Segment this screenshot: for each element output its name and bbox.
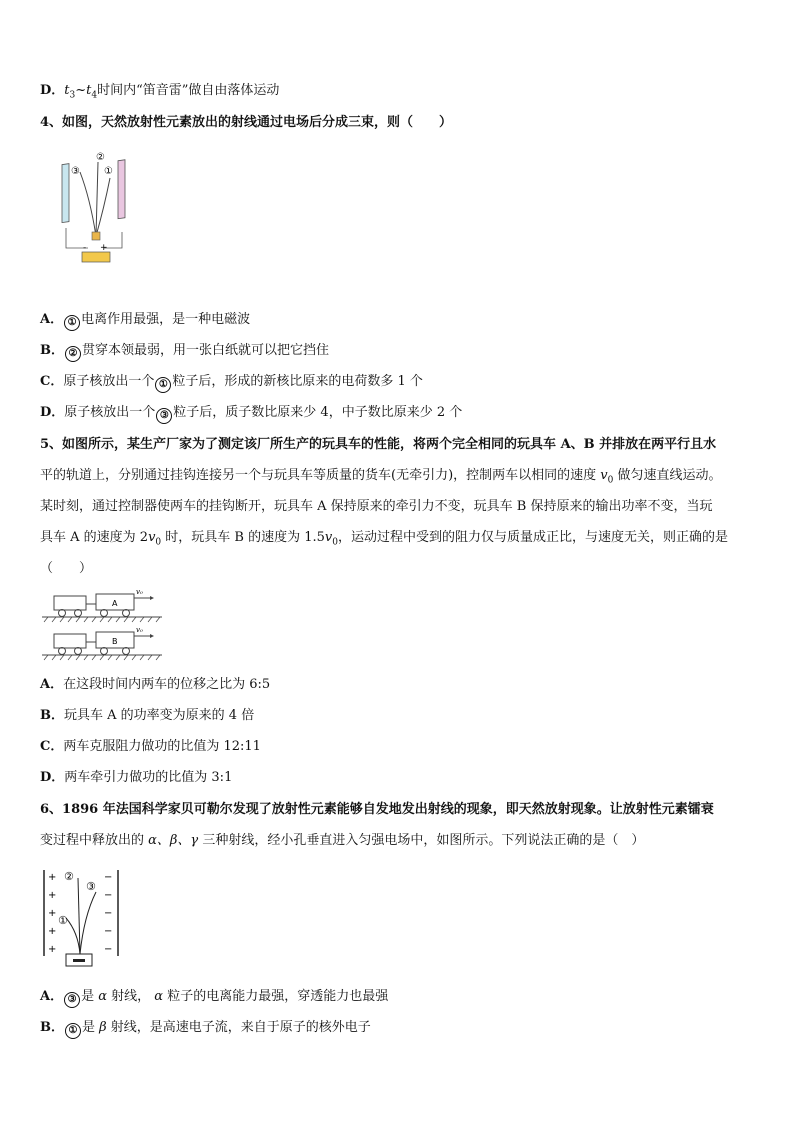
q4-left-plate <box>62 164 69 223</box>
q5-car-a-label: A <box>112 599 118 608</box>
q5-option-a: A．在这段时间内两车的位移之比为 6:5 <box>40 677 271 692</box>
q6-label-2: ② <box>64 870 74 883</box>
q4-figure <box>52 148 142 268</box>
q5-option-d: D．两车牵引力做功的比值为 3:1 <box>40 770 233 785</box>
circled-number-icon: ① <box>155 377 171 393</box>
q4-label-2: ② <box>96 152 105 163</box>
circled-number-icon: ③ <box>64 992 80 1008</box>
q6-source <box>73 959 85 962</box>
q4-label-1: ① <box>104 166 113 177</box>
q6-option-a: A． ③ 是 α 射线， α 粒子的电离能力最强，穿透能力也最强 <box>40 988 388 1008</box>
q5-track-hatch-top <box>44 617 160 622</box>
svg-text:−: − <box>104 890 113 901</box>
wheel <box>59 610 66 617</box>
svg-text:+: + <box>48 908 57 919</box>
q4-right-plate <box>118 160 125 219</box>
q4-option-b: B． ② 贯穿本领最弱，用一张白纸就可以把它挡住 <box>40 342 329 362</box>
q6-figure <box>38 866 128 972</box>
svg-text:+: + <box>48 890 57 901</box>
wheel <box>101 610 108 617</box>
svg-text:+: + <box>48 944 57 955</box>
q4-ray-1 <box>96 178 110 236</box>
q5-velocity-label-bottom: v₀ <box>136 626 143 634</box>
q4-source-box <box>92 232 100 240</box>
q4-ray-2 <box>96 162 98 236</box>
q5-stem-line3: 某时刻，通过控制器使两车的挂钩断开，玩具车 A 保持原来的牵引力不变，玩具车 B 保持原来的输出功率不变，当玩 <box>40 499 713 514</box>
q6-ray-3 <box>80 892 96 954</box>
q4-option-c: C．原子核放出一个 ① 粒子后，形成的新核比原来的电荷数多 1 个 <box>40 373 423 393</box>
q5-cargo-top <box>54 596 86 610</box>
q5-track-hatch-bottom <box>44 655 160 660</box>
q5-option-c: C．两车克服阻力做功的比值为 12:11 <box>40 739 261 754</box>
wheel <box>59 648 66 655</box>
q6-option-b: B． ① 是 β 射线，是高速电子流，来自于原子的核外电子 <box>40 1019 371 1039</box>
wheel <box>101 648 108 655</box>
wheel <box>123 610 130 617</box>
q6-ray-1 <box>66 918 80 954</box>
q5-stem-line5: （ ） <box>40 561 93 576</box>
q5-stem-line4: 具车 A 的速度为 $2v_0$ 时，玩具车 B 的速度为 $1.5v_0$，运动过程中受到的阻力仅与质量成正比，与速度无关，则正确的是 <box>40 530 729 548</box>
svg-text:−: − <box>104 872 113 883</box>
wheel <box>123 648 130 655</box>
arrow-icon <box>150 634 154 638</box>
q4-option-a: A． ① 电离作用最强，是一种电磁波 <box>40 311 250 331</box>
q5-cargo-bottom <box>54 634 86 648</box>
q6-stem-line2: 变过程中释放出的 α、β、γ 三种射线，经小孔垂直进入匀强电场中，如图所示。下列说法正确的是（ ） <box>40 833 645 848</box>
svg-text:+: + <box>48 926 57 937</box>
q4-label-3: ③ <box>71 166 80 177</box>
q5-figure <box>36 588 166 664</box>
q4-option-d: D．原子核放出一个 ③ 粒子后，质子数比原来少 4，中子数比原来少 2 个 <box>40 404 462 424</box>
q4-minus-sign: - <box>83 243 87 253</box>
q4-stem: 4、如图，天然放射性元素放出的射线通过电场后分成三束，则（ ） <box>40 115 453 130</box>
q6-plus-signs <box>48 872 56 955</box>
q4-battery <box>82 252 110 262</box>
q6-label-1: ① <box>58 914 68 927</box>
svg-text:−: − <box>104 944 113 955</box>
q5-option-b: B．玩具车 A 的功率变为原来的 4 倍 <box>40 708 255 723</box>
svg-text:+: + <box>48 872 57 883</box>
circled-number-icon: ② <box>65 346 81 362</box>
q4-plus-sign: + <box>100 243 108 253</box>
circled-number-icon: ① <box>65 1023 81 1039</box>
wheel <box>75 648 82 655</box>
svg-text:−: − <box>104 926 113 937</box>
q4-ray-3 <box>80 172 96 236</box>
q5-car-b-label: B <box>112 637 118 646</box>
q6-label-3: ③ <box>86 880 96 893</box>
arrow-icon <box>150 596 154 600</box>
circled-number-icon: ③ <box>156 408 172 424</box>
q5-stem-line1: 5、如图所示，某生产厂家为了测定该厂所生产的玩具车的性能，将两个完全相同的玩具车 A、B 并排放在两平行且水 <box>40 437 717 452</box>
q6-minus-signs <box>104 872 112 955</box>
q6-stem-line1: 6、1896 年法国科学家贝可勒尔发现了放射性元素能够自发地发出射线的现象，即天然放射现象。让放射性元素镭衰 <box>40 802 714 817</box>
wheel <box>75 610 82 617</box>
q5-velocity-label-top: v₀ <box>136 588 143 596</box>
q3-option-d: D．$t_3\sim t_4$时间内“笛音雷”做自由落体运动 <box>40 83 280 101</box>
q5-stem-line2: 平的轨道上，分别通过挂钩连接另一个与玩具车等质量的货车(无牵引力)，控制两车以相同的速度 $v_0$ 做匀速直线运动。 <box>40 468 722 486</box>
circled-number-icon: ① <box>64 315 80 331</box>
svg-text:−: − <box>104 908 113 919</box>
